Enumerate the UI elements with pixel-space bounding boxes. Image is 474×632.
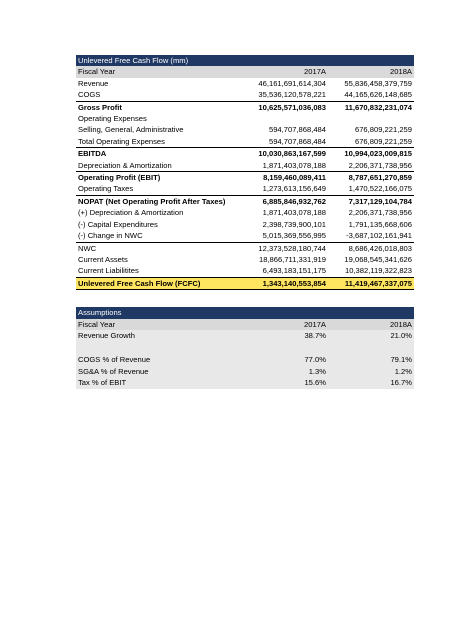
fcf-value-2018: 44,165,626,148,685 bbox=[344, 90, 412, 100]
assumptions-fiscal-year-label: Fiscal Year bbox=[76, 319, 242, 330]
assumption-value-2018 bbox=[328, 341, 414, 354]
fcf-value-2018: 1,791,135,668,606 bbox=[348, 219, 412, 229]
fcf-row bbox=[76, 172, 414, 184]
fcf-value-2018: 2,206,371,738,956 bbox=[348, 208, 412, 218]
fcf-label: Current Liabilitites bbox=[78, 266, 139, 276]
fcf-value-2017: 6,885,846,932,762 bbox=[242, 195, 328, 207]
fcf-value-2017: 6,493,183,151,175 bbox=[262, 266, 326, 276]
fcf-label: Operating Expenses bbox=[78, 114, 147, 124]
assumption-value-2018: 79.1% bbox=[328, 354, 414, 365]
assumptions-header-row bbox=[76, 319, 414, 330]
fcf-label: (-) Capital Expenditures bbox=[78, 219, 158, 229]
fcf-value-2018: 8,787,651,270,859 bbox=[328, 172, 414, 184]
fcf-value-2018: 676,809,221,259 bbox=[354, 125, 412, 135]
fcf-label: Gross Profit bbox=[76, 101, 242, 113]
fcf-row bbox=[76, 207, 414, 218]
fcf-label: (-) Change in NWC bbox=[78, 231, 143, 241]
assumptions-table bbox=[76, 307, 414, 388]
assumption-row bbox=[76, 330, 414, 341]
fcf-row bbox=[76, 89, 414, 101]
fcfc-total-row bbox=[76, 277, 414, 289]
fcf-value-2017: 1,273,613,156,649 bbox=[262, 184, 326, 194]
assumption-row bbox=[76, 354, 414, 365]
assumption-value-2017: 38.7% bbox=[242, 330, 328, 341]
assumptions-2018-header: 2018A bbox=[328, 319, 414, 330]
fcf-value-2017: 18,866,711,331,919 bbox=[258, 254, 326, 264]
fcfc-label: Unlevered Free Cash Flow (FCFC) bbox=[76, 277, 242, 289]
fcf-value-2018: 7,317,129,104,784 bbox=[328, 195, 414, 207]
fcf-label: Operating Profit (EBIT) bbox=[76, 172, 242, 184]
fcf-row bbox=[76, 78, 414, 89]
fcf-value-2017: 46,161,691,614,304 bbox=[258, 78, 326, 88]
fcf-value-2017: 8,159,460,089,411 bbox=[242, 172, 328, 184]
assumption-value-2018: 21.0% bbox=[328, 330, 414, 341]
assumption-value-2017 bbox=[242, 341, 328, 354]
fcf-label: NWC bbox=[76, 242, 242, 254]
fcf-row bbox=[76, 195, 414, 207]
fcf-value-2018: 676,809,221,259 bbox=[354, 136, 412, 146]
fcfc-2018: 11,419,467,337,075 bbox=[328, 277, 414, 289]
fcf-value-2017: 594,707,868,484 bbox=[268, 136, 326, 146]
fcf-table bbox=[76, 55, 414, 290]
fcf-row bbox=[76, 148, 414, 160]
spreadsheet bbox=[76, 55, 414, 389]
fcf-value-2018: 19,068,545,341,626 bbox=[344, 254, 412, 264]
fcf-value-2018: 55,836,458,379,759 bbox=[344, 78, 412, 88]
fcf-value-2017 bbox=[242, 113, 328, 124]
assumptions-title-row bbox=[76, 307, 414, 318]
fcf-label: Operating Taxes bbox=[78, 184, 134, 194]
assumption-value-2017: 1.3% bbox=[242, 366, 328, 377]
fcf-row bbox=[76, 219, 414, 230]
fcf-row bbox=[76, 101, 414, 113]
fcf-value-2018: -3,687,102,161,941 bbox=[346, 231, 412, 241]
assumption-row bbox=[76, 366, 414, 377]
fcf-value-2017: 12,373,528,180,744 bbox=[242, 242, 328, 254]
assumption-value-2018: 16.7% bbox=[328, 377, 414, 388]
fcfc-2017: 1,343,140,553,854 bbox=[242, 277, 328, 289]
fcf-value-2017: 594,707,868,484 bbox=[268, 125, 326, 135]
fcf-value-2018: 2,206,371,738,956 bbox=[348, 160, 412, 170]
fcf-title-row bbox=[76, 55, 414, 66]
fcf-value-2017: 10,625,571,036,083 bbox=[242, 101, 328, 113]
fcf-row bbox=[76, 124, 414, 135]
fcf-value-2017: 1,871,403,078,188 bbox=[262, 208, 326, 218]
fcf-value-2018: 11,670,832,231,074 bbox=[328, 101, 414, 113]
assumption-label: Revenue Growth bbox=[76, 330, 242, 341]
fcf-value-2018: 8,686,426,018,803 bbox=[328, 242, 414, 254]
fcf-label: Depreciation & Amortization bbox=[78, 160, 172, 170]
fcf-value-2017: 5,015,369,556,995 bbox=[262, 231, 326, 241]
fcf-row bbox=[76, 242, 414, 254]
fcf-label: (+) Depreciation & Amortization bbox=[78, 208, 184, 218]
fiscal-year-label: Fiscal Year bbox=[76, 66, 242, 77]
fcf-label: Revenue bbox=[78, 78, 109, 88]
fcf-header-row bbox=[76, 66, 414, 77]
assumption-row bbox=[76, 341, 414, 354]
assumptions-2017-header: 2017A bbox=[242, 319, 328, 330]
fcf-value-2017: 10,030,863,167,599 bbox=[242, 148, 328, 160]
assumption-row bbox=[76, 377, 414, 388]
fcf-label: Current Assets bbox=[78, 254, 128, 264]
assumption-label: COGS % of Revenue bbox=[76, 354, 242, 365]
assumption-value-2017: 15.6% bbox=[242, 377, 328, 388]
fcf-row bbox=[76, 265, 414, 277]
fcf-row bbox=[76, 230, 414, 242]
fcf-value-2018: 1,470,522,166,075 bbox=[348, 184, 412, 194]
fcf-value-2017: 35,536,120,578,221 bbox=[258, 90, 326, 100]
fcf-row bbox=[76, 183, 414, 195]
fcf-title: Unlevered Free Cash Flow (mm) bbox=[76, 55, 414, 66]
year-2017-header: 2017A bbox=[242, 66, 328, 77]
fcf-label: Selling, General, Administrative bbox=[78, 125, 184, 135]
assumption-label bbox=[76, 341, 242, 354]
assumptions-title: Assumptions bbox=[76, 307, 414, 318]
fcf-label: COGS bbox=[78, 90, 101, 100]
fcf-label: Total Operating Expenses bbox=[78, 136, 165, 146]
assumption-label: SG&A % of Revenue bbox=[76, 366, 242, 377]
fcf-label: NOPAT (Net Operating Profit After Taxes) bbox=[76, 195, 242, 207]
assumption-value-2018: 1.2% bbox=[328, 366, 414, 377]
fcf-value-2018: 10,382,119,322,823 bbox=[344, 266, 412, 276]
fcf-value-2018: 10,994,023,009,815 bbox=[328, 148, 414, 160]
fcf-value-2017: 2,398,739,900,101 bbox=[262, 219, 326, 229]
assumption-label: Tax % of EBIT bbox=[76, 377, 242, 388]
fcf-row bbox=[76, 254, 414, 265]
assumption-value-2017: 77.0% bbox=[242, 354, 328, 365]
fcf-label: EBITDA bbox=[76, 148, 242, 160]
fcf-row bbox=[76, 136, 414, 148]
fcf-value-2018 bbox=[328, 113, 414, 124]
fcf-value-2017: 1,871,403,078,188 bbox=[262, 160, 326, 170]
fcf-row bbox=[76, 160, 414, 172]
year-2018-header: 2018A bbox=[328, 66, 414, 77]
fcf-row bbox=[76, 113, 414, 124]
